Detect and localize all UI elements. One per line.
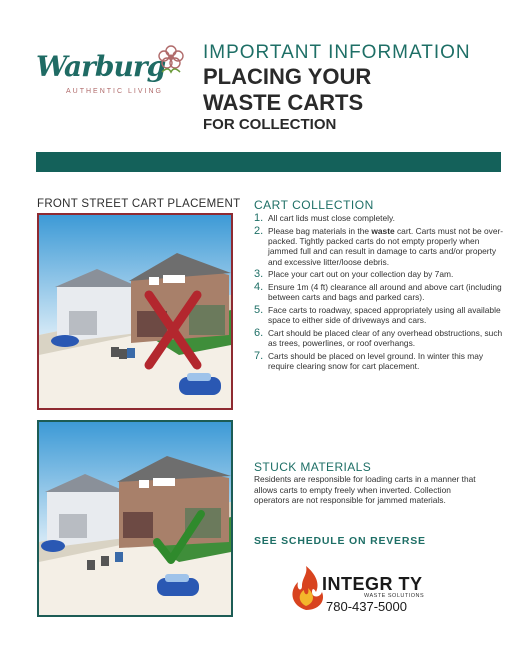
list-item xyxy=(254,226,504,268)
integrity-name: INTEGR TY xyxy=(322,574,423,594)
list-item-number: 4. xyxy=(254,281,264,293)
flame-icon xyxy=(286,566,326,612)
list-item xyxy=(254,305,504,326)
header-waste-carts: WASTE CARTS xyxy=(203,90,364,115)
header-important: IMPORTANT INFORMATION xyxy=(203,42,471,63)
flower-icon xyxy=(154,42,188,78)
header-for-collection: FOR COLLECTION xyxy=(203,116,337,133)
stuck-materials-heading: STUCK MATERIALS xyxy=(254,460,372,474)
list-item-number: 6. xyxy=(254,327,264,339)
list-item-number: 2. xyxy=(254,224,264,237)
list-item xyxy=(254,328,504,349)
list-item-number: 5. xyxy=(254,304,264,316)
front-street-heading: FRONT STREET CART PLACEMENT xyxy=(37,198,241,210)
list-item xyxy=(254,351,504,372)
logo-wordmark: Warburg xyxy=(36,50,166,83)
list-item-text: All cart lids must close completely. xyxy=(268,213,395,223)
cart-collection-list xyxy=(254,213,504,374)
list-item-text: Cart should be placed clear of any overhead obstructions, such as trees, powerlines, or roof overhangs. xyxy=(268,328,503,349)
list-item-text: Carts should be placed on level ground. In winter this may require clearing snow for cart placement. xyxy=(268,351,484,372)
list-item-text: Ensure 1m (4 ft) clearance all around and above cart (including between carts and bags and parked cars). xyxy=(268,282,502,303)
list-item-number: 3. xyxy=(254,268,264,281)
list-item-text-cont: cart. Carts must not be over-packed. Tightly packed carts do not empty properly when jammed full and can result in damage to carts and/or property and excessive litter/loose debris. xyxy=(268,225,504,267)
integrity-logo xyxy=(286,566,446,616)
list-item-number: 7. xyxy=(254,350,264,362)
list-item-text: Please bag materials in the xyxy=(268,225,372,236)
list-item xyxy=(254,213,504,223)
integrity-phone: 780-437-5000 xyxy=(326,599,407,614)
cart-collection-heading: CART COLLECTION xyxy=(254,198,374,212)
list-item xyxy=(254,269,504,279)
divider-band xyxy=(36,152,501,172)
integrity-subtitle: WASTE SOLUTIONS xyxy=(364,593,425,599)
stuck-materials-body: Residents are responsible for loading carts in a manner that allows carts to empty freely when inverted. Collection operators are not responsible for jammed materials. xyxy=(254,474,476,506)
list-item-emphasis: waste xyxy=(371,225,395,236)
list-item-text: Face carts to roadway, spaced appropriately using all available space to either side of driveways and cars. xyxy=(268,305,501,326)
header-placing: PLACING YOUR xyxy=(203,64,372,89)
see-schedule-note: SEE SCHEDULE ON REVERSE xyxy=(254,535,426,547)
logo-tagline: AUTHENTIC LIVING xyxy=(66,88,163,95)
correct-placement-illustration xyxy=(37,420,233,617)
list-item-text: Place your cart out on your collection day by 7am. xyxy=(268,269,454,280)
warburg-logo xyxy=(36,44,186,106)
wrong-placement-illustration xyxy=(37,213,233,410)
list-item-number: 1. xyxy=(254,212,264,224)
list-item xyxy=(254,282,504,303)
